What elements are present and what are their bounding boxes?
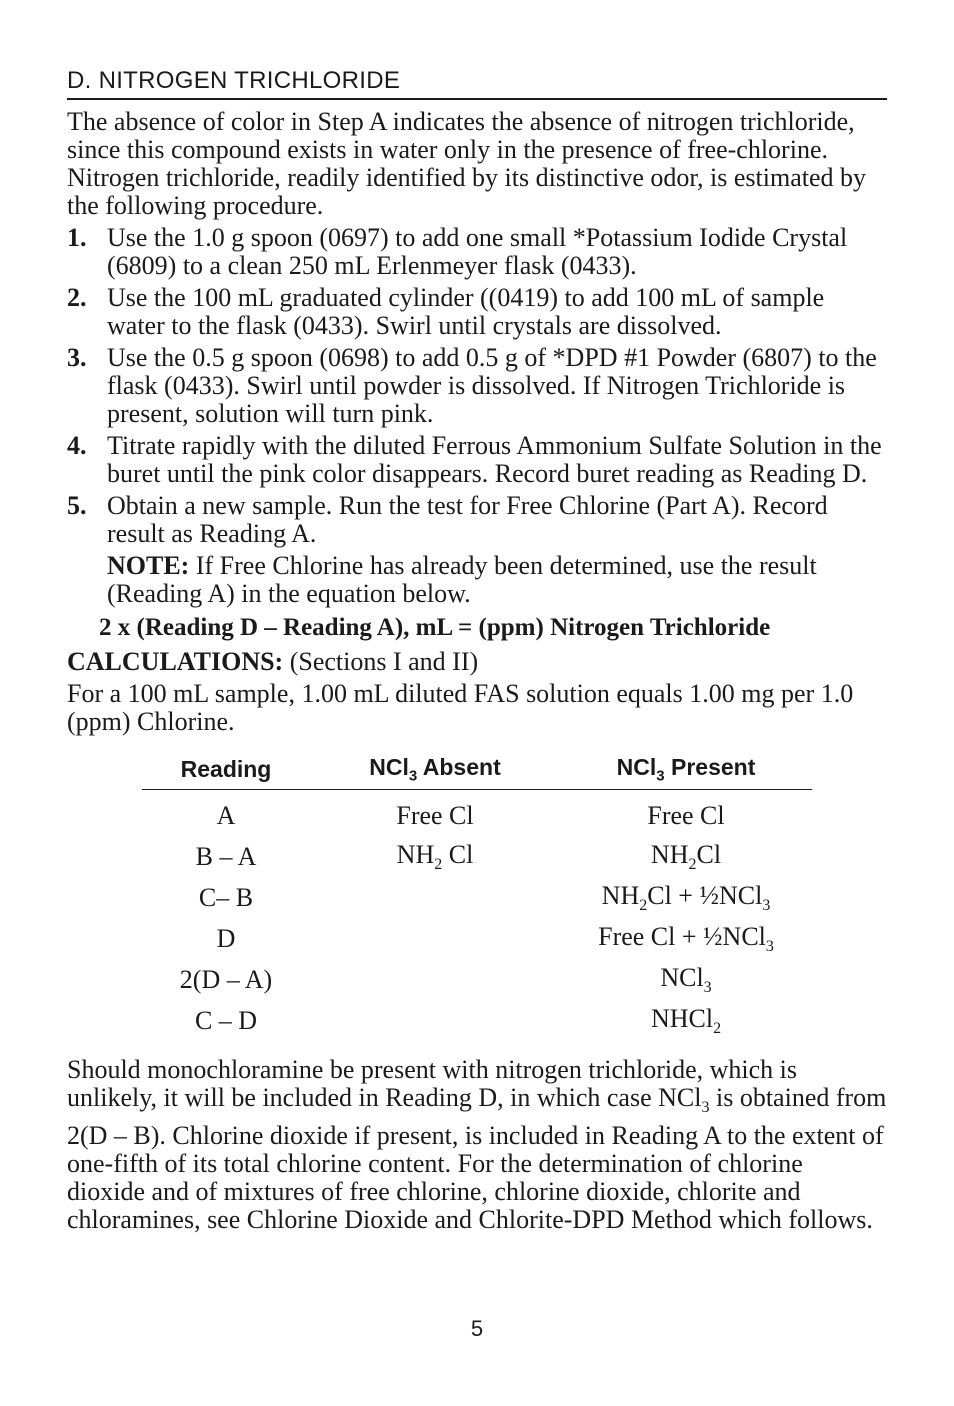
note-label: NOTE: — [107, 551, 190, 580]
calculations-heading — [67, 648, 887, 676]
step-number: 2. — [67, 283, 87, 312]
step-text: Use the 100 mL graduated cylinder ((0419) to add 100 mL of sample water to the flask (0433). Swirl until crystals are dissolved. — [107, 283, 825, 340]
cell-present: Free Cl + ½NCl$_3$ — [598, 922, 774, 956]
header-absent: NCl$_3$ Absent — [310, 754, 560, 789]
calculations-label: CALCULATIONS: — [67, 647, 284, 676]
cell-absent — [310, 878, 560, 919]
calc-note: For a 100 mL sample, 1.00 mL diluted FAS solution equals 1.00 mg per 1.0 (ppm) Chlorine. — [67, 679, 854, 736]
note-text: If Free Chlorine has already been determined, use the result (Reading A) in the equation below. — [107, 551, 817, 608]
intro-paragraph: The absence of color in Step A indicates the absence of nitrogen trichloride, since this compound exists in water only in the presence of free-chlorine. Nitrogen trichloride, readily identified by its distinctive odor, is estimated by the following procedure. — [67, 107, 867, 220]
cell-reading: C – D — [194, 1006, 258, 1036]
step-item — [67, 344, 887, 428]
table-row — [142, 919, 812, 960]
cell-absent — [310, 919, 560, 960]
cell-reading: A — [216, 801, 236, 831]
cell-reading: C– B — [198, 883, 254, 913]
table-row — [142, 878, 812, 919]
step-item — [67, 284, 887, 340]
table-row — [142, 789, 812, 837]
cell-absent — [310, 1001, 560, 1042]
equation: 2 x (Reading D – Reading A), mL = (ppm) Nitrogen Trichloride — [99, 614, 771, 641]
cell-present: NCl$_3$ — [660, 963, 712, 997]
header-present: NCl$_3$ Present — [560, 754, 812, 789]
cell-absent — [310, 960, 560, 1001]
cell-present: Free Cl — [647, 801, 725, 831]
table-row — [142, 837, 812, 878]
step-text: Use the 0.5 g spoon (0698) to add 0.5 g of *DPD #1 Powder (6807) to the flask (0433). Swirl until powder is dissolved. If Nitrogen Trichloride is present, solution will turn pink. — [107, 343, 877, 428]
step-text: Use the 1.0 g spoon (0697) to add one small *Potassium Iodide Crystal (6809) to a clean 250 mL Erlenmeyer flask (0433). — [107, 223, 848, 280]
step-number: 5. — [67, 491, 87, 520]
cell-reading: D — [216, 924, 236, 954]
step-item — [67, 492, 887, 608]
cell-absent: $NH_2$ Cl — [396, 840, 474, 874]
table-header-row — [142, 754, 812, 789]
step-item — [67, 224, 887, 280]
cell-reading: 2(D – A) — [179, 965, 273, 995]
procedure-steps — [67, 224, 887, 608]
cell-present: $NH_2Cl$ + ½NCl$_3$ — [601, 881, 771, 915]
page-number: 5 — [470, 1316, 484, 1341]
closing-paragraph: Should monochloramine be present with nitrogen trichloride, which is unlikely, it will be included in Reading D, in which case NCl$_3$ is obtained from 2(D – B). Chlorine dioxide if present, is included in Reading A to the extent of one-fifth of its total chlorine content. For the determination of chlorine dioxide and of mixtures of free chlorine, chlorine dioxide, chlorite and chloramines, see Chlorine Dioxide and Chlorite-DPD Method which follows. — [67, 1054, 887, 1234]
step-number: 4. — [67, 431, 87, 460]
step-item — [67, 432, 887, 488]
cell-reading: B – A — [195, 842, 257, 872]
step-text: Titrate rapidly with the diluted Ferrous Ammonium Sulfate Solution in the buret until the pink color disappears. Record buret reading as Reading D. — [107, 431, 882, 488]
table-row — [142, 1001, 812, 1042]
step-note — [107, 552, 887, 608]
header-reading: Reading — [142, 754, 310, 789]
cell-present: NHCl$_2$ — [650, 1004, 722, 1038]
cell-present: $NH_2Cl$ — [650, 840, 722, 874]
cell-absent: Free Cl — [396, 801, 474, 831]
readings-table — [142, 754, 812, 1042]
section-title: D. NITROGEN TRICHLORIDE — [67, 66, 887, 100]
step-number: 3. — [67, 343, 87, 372]
calculations-text: (Sections I and II) — [283, 647, 479, 676]
document-page — [67, 66, 887, 1234]
table-row — [142, 960, 812, 1001]
step-text: Obtain a new sample. Run the test for Free Chlorine (Part A). Record result as Reading A. — [107, 491, 828, 548]
step-number: 1. — [67, 223, 87, 252]
